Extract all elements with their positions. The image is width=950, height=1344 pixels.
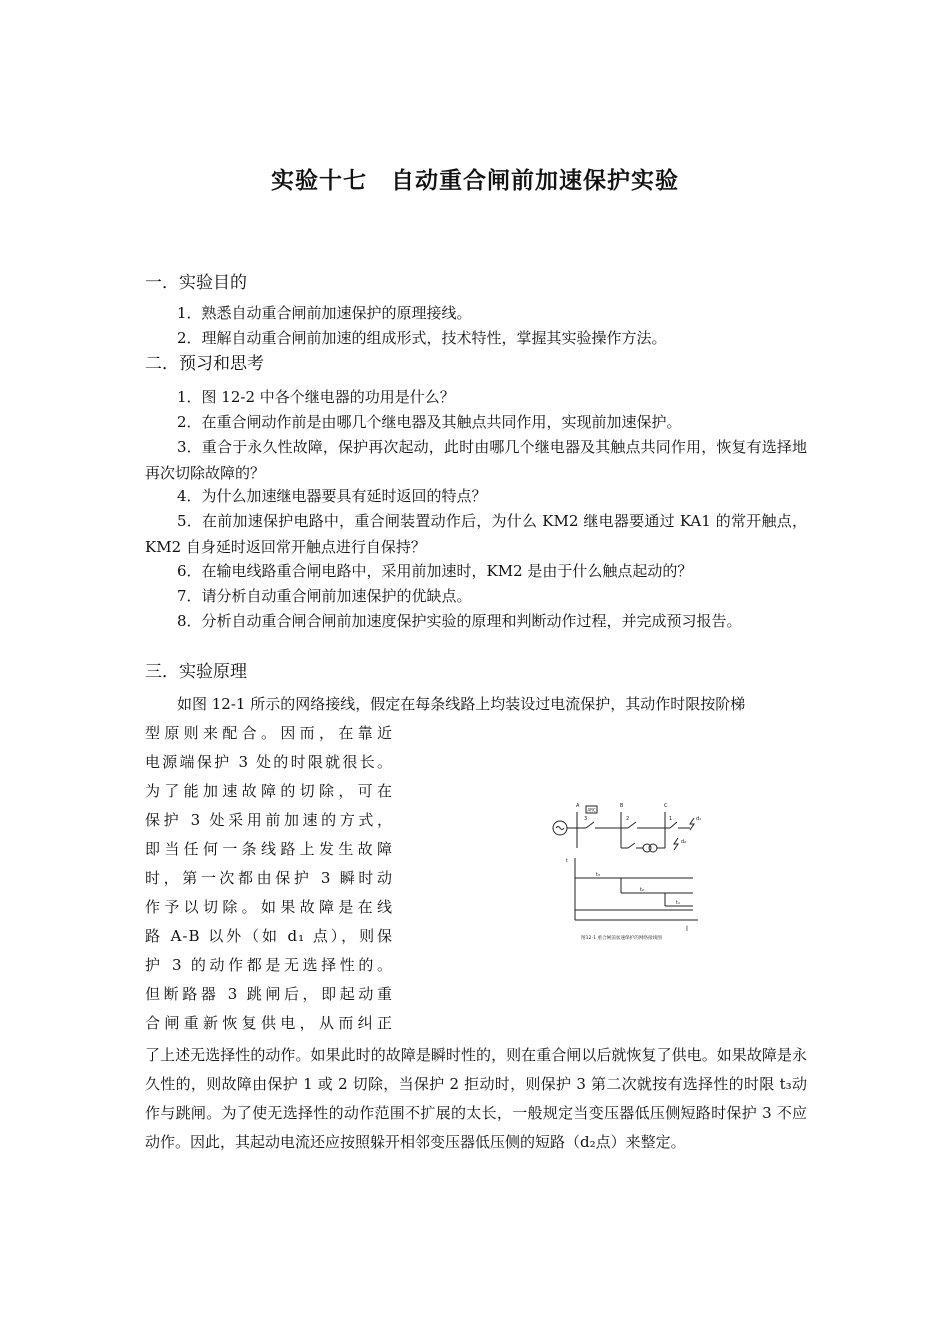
list-item: 3．重合于永久性故障，保护再次起动，此时由哪几个继电器及其触点共同作用，恢复有选择地再次切除故障的？	[145, 438, 807, 482]
list-item: 7．请分析自动重合闸前加速保护的优缺点。	[177, 587, 472, 605]
label-t1: t₁	[676, 900, 680, 906]
fault-d1-icon	[690, 818, 694, 830]
label-t-axis: t	[566, 858, 568, 864]
label-b: B	[620, 803, 624, 809]
label-t3: t₃	[596, 872, 600, 878]
label-t2: t₂	[640, 887, 644, 893]
fault-d2-icon	[674, 838, 678, 850]
label-c: C	[664, 803, 668, 809]
list-item: 4．为什么加速继电器要具有延时返回的特点？	[177, 487, 487, 505]
list-item: 5．在前加速保护电路中，重合闸装置动作后，为什么 KM2 继电器要通过 KA1 的常开触点，KM2 自身延时返回常开触点进行自保持？	[145, 512, 807, 556]
generator-wave	[556, 827, 564, 830]
label-d2: d₂	[681, 839, 687, 845]
figure-caption: 图12-1 重合闸前加速保护的网络接线图	[581, 936, 662, 941]
label-arc: ARC	[587, 807, 596, 813]
text-line: 作予以切除。如果故障是在线	[145, 898, 393, 916]
text-line: 但断路器 3 跳闸后，即起动重	[145, 985, 393, 1003]
network-diagram	[548, 798, 708, 943]
network-diagram-figure	[548, 798, 708, 943]
label-l-axis: l	[686, 925, 688, 933]
breaker-3	[586, 822, 594, 828]
breaker-1	[670, 822, 677, 828]
section-heading-principle: 三．实验原理	[145, 662, 247, 682]
wrapped-paragraph	[145, 719, 393, 1038]
list-item: 2．在重合闸动作前是由哪几个继电器及其触点共同作用，实现前加速保护。	[177, 413, 682, 431]
text-line: 即当任何一条线路上发生故障	[145, 840, 393, 858]
text-line: 路 A-B 以外（如 d₁ 点），则保	[145, 927, 393, 945]
breaker-2	[628, 822, 636, 828]
list-item: 1．图 12-2 中各个继电器的功用是什么？	[177, 388, 455, 406]
paragraph-tail: 了上述无选择性的动作。如果此时的故障是瞬时性的，则在重合闸以后就恢复了供电。如果故障是永久性的，则故障由保护 1 或 2 切除，当保护 2 拒动时，则保护 3 第二次就按有选择性的时限 t₃动作与跳闸。为了使无选择性的动作范围不扩展的太长，一般规定当变压器低压侧短路时保护 3 不应动作。因此，其起动电流还应按照躲开相邻变压器低压侧的短路（d₂点）来整定。	[145, 1046, 807, 1151]
label-1: 1	[669, 816, 673, 822]
list-item: 2．理解自动重合闸前加速的组成形式，技术特性，掌握其实验操作方法。	[177, 329, 667, 347]
list-item: 6．在输电线路重合闸电路中，采用前加速时，KM2 是由于什么触点起动的？	[177, 562, 693, 580]
text-line: 时，第一次都由保护 3 瞬时动	[145, 869, 393, 887]
text-line: 为了能加速故障的切除，可在	[145, 782, 393, 800]
page-title: 实验十七 自动重合闸前加速保护实验	[271, 167, 679, 194]
paragraph-intro: 如图 12-1 所示的网络接线，假定在每条线路上均装设过电流保护，其动作时限按阶梯	[177, 695, 746, 713]
text-line: 型原则来配合。因而，在靠近	[145, 724, 393, 742]
section-heading-purpose: 一．实验目的	[145, 273, 247, 293]
text-line: 电源端保护 3 处的时限就很长。	[145, 753, 393, 771]
text-line: 保护 3 处采用前加速的方式，	[145, 811, 393, 829]
text-line: 合闸重新恢复供电，从而纠正	[145, 1014, 393, 1032]
list-item: 1．熟悉自动重合闸前加速保护的原理接线。	[177, 304, 472, 322]
label-2: 2	[626, 816, 630, 822]
label-d1: d₁	[696, 816, 702, 822]
section-heading-preview: 二．预习和思考	[145, 354, 264, 374]
label-a: A	[576, 803, 580, 809]
label-3: 3	[584, 816, 588, 822]
text-line: 护 3 的动作都是无选择性的。	[145, 956, 393, 974]
list-item: 8．分析自动重合闸合闸前加速度保护实验的原理和判断动作过程，并完成预习报告。	[177, 612, 742, 630]
